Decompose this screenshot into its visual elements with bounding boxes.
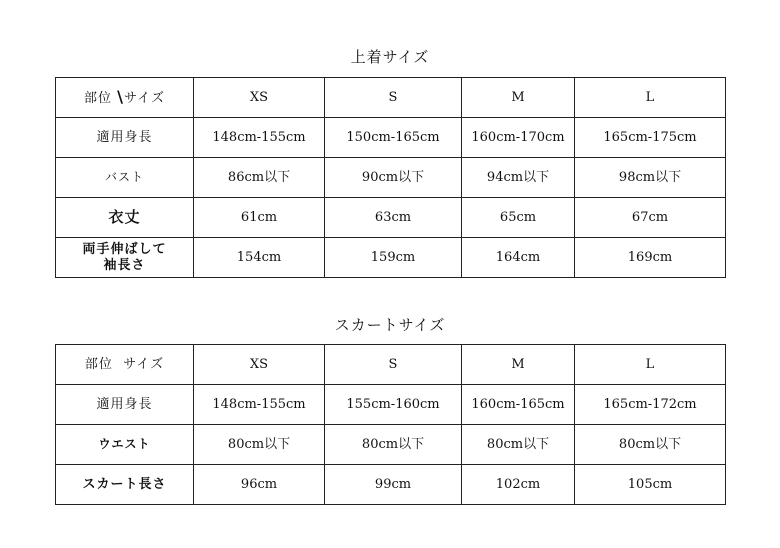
table-cell: 165cm-175cm (575, 118, 726, 158)
size-label: サイズ (124, 91, 165, 106)
table-cell: 67cm (575, 198, 726, 238)
table-cell: 80cm以下 (575, 425, 726, 465)
table-cell: 80cm以下 (325, 425, 462, 465)
corner-header-cell (56, 78, 194, 118)
tops-size-table (55, 77, 726, 278)
table-cell: 80cm以下 (462, 425, 575, 465)
table-cell: 165cm-172cm (575, 385, 726, 425)
table-row (56, 238, 726, 278)
table-cell: 94cm以下 (462, 158, 575, 198)
table-cell: 90cm以下 (325, 158, 462, 198)
table-row (56, 118, 726, 158)
table-row (56, 158, 726, 198)
row-label-sleeve (56, 238, 194, 278)
sleeve-label-line2: 袖長さ (103, 257, 146, 273)
table-cell: 150cm-165cm (325, 118, 462, 158)
row-label-height: 適用身長 (56, 118, 194, 158)
size-header-m: M (462, 78, 575, 118)
skirt-size-table (55, 344, 726, 505)
table-row (56, 425, 726, 465)
table-cell: 155cm-160cm (325, 385, 462, 425)
table-cell: 159cm (325, 238, 462, 278)
backslash-divider: \ (117, 87, 125, 106)
table-header-row (56, 345, 726, 385)
table-cell: 160cm-170cm (462, 118, 575, 158)
skirt-size-caption: スカートサイズ (334, 316, 446, 334)
table-cell: 148cm-155cm (194, 118, 325, 158)
row-label-bust: バスト (56, 158, 194, 198)
size-header-l: L (575, 345, 726, 385)
table-row (56, 465, 726, 505)
table-cell: 96cm (194, 465, 325, 505)
table-cell: 65cm (462, 198, 575, 238)
table-cell: 61cm (194, 198, 325, 238)
table-cell: 63cm (325, 198, 462, 238)
table-cell: 148cm-155cm (194, 385, 325, 425)
part-label: 部位 (84, 357, 113, 372)
table-cell: 164cm (462, 238, 575, 278)
size-header-xs: XS (194, 345, 325, 385)
table-cell: 98cm以下 (575, 158, 726, 198)
sleeve-label-line1: 両手伸ばして (82, 241, 167, 257)
table-cell: 102cm (462, 465, 575, 505)
size-header-m: M (462, 345, 575, 385)
table-cell: 169cm (575, 238, 726, 278)
size-header-s: S (325, 78, 462, 118)
table-row (56, 198, 726, 238)
size-header-s: S (325, 345, 462, 385)
size-label: サイズ (123, 357, 165, 372)
table-cell: 105cm (575, 465, 726, 505)
row-label-skirt-length: スカート長さ (56, 465, 194, 505)
tops-size-caption: 上着サイズ (350, 48, 430, 66)
table-cell: 86cm以下 (194, 158, 325, 198)
corner-header-cell (56, 345, 194, 385)
part-label: 部位 (84, 91, 113, 106)
table-cell: 160cm-165cm (462, 385, 575, 425)
row-label-height: 適用身長 (56, 385, 194, 425)
size-header-l: L (575, 78, 726, 118)
row-label-length: 衣丈 (56, 198, 194, 238)
table-cell: 154cm (194, 238, 325, 278)
table-header-row (56, 78, 726, 118)
size-header-xs: XS (194, 78, 325, 118)
table-cell: 99cm (325, 465, 462, 505)
table-cell: 80cm以下 (194, 425, 325, 465)
table-row (56, 385, 726, 425)
row-label-waist: ウエスト (56, 425, 194, 465)
